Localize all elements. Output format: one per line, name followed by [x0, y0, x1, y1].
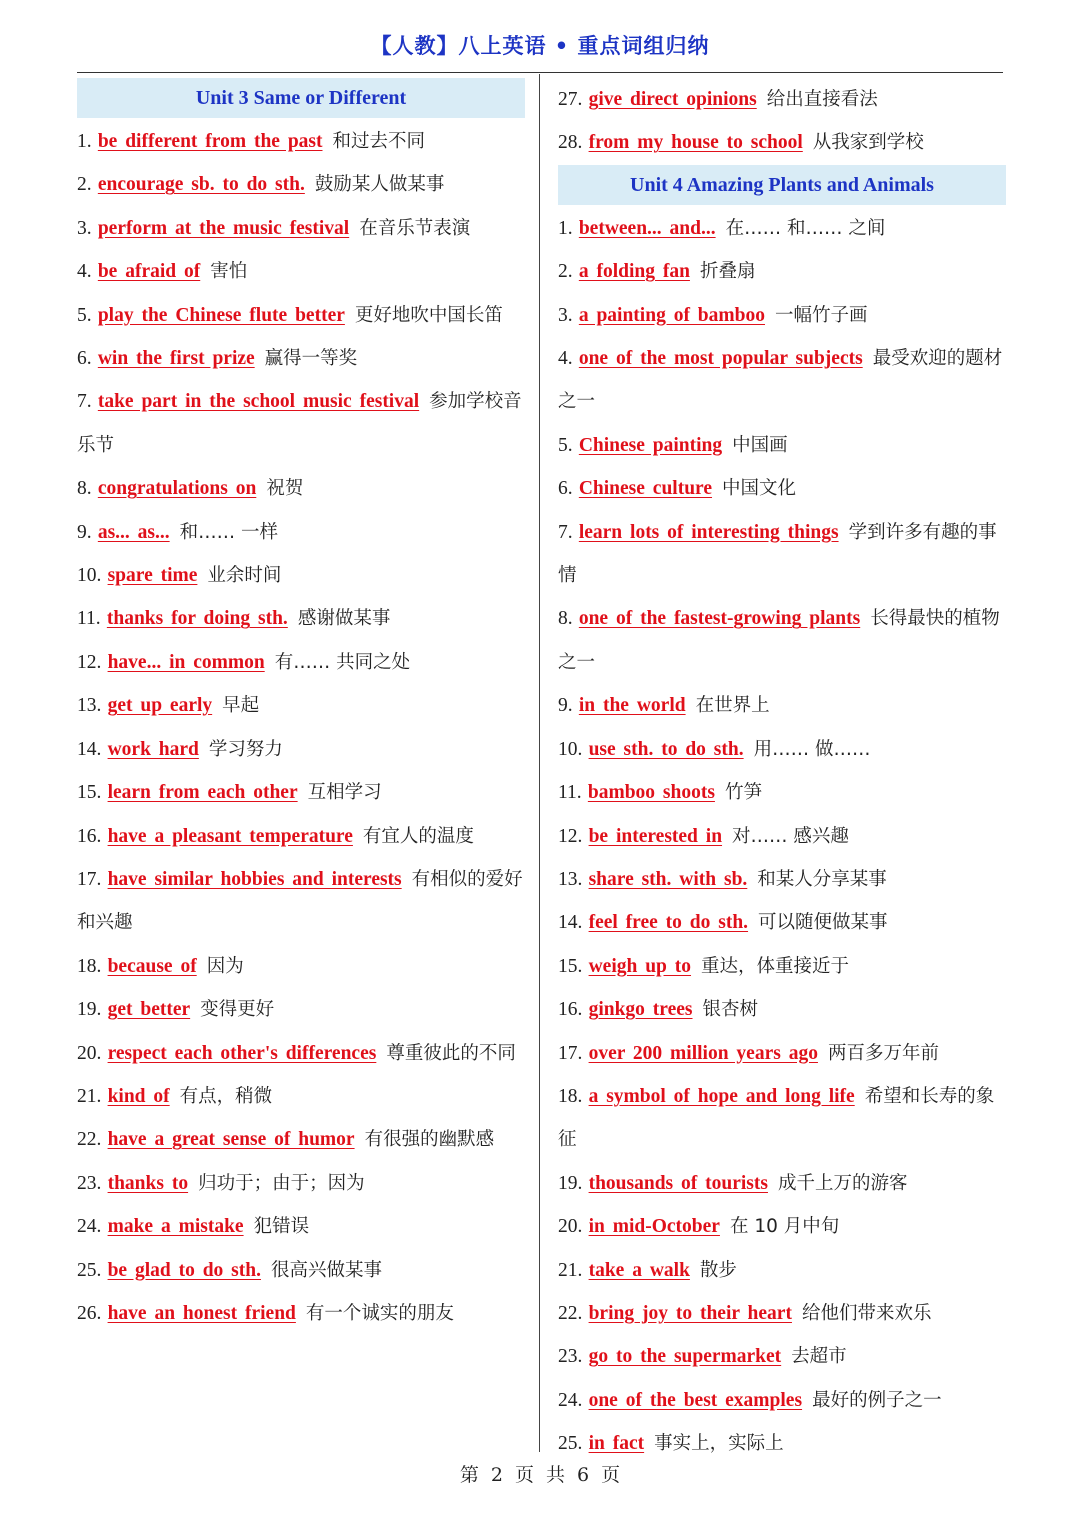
entry-number: 22.	[77, 1129, 102, 1151]
english-phrase: Chinese culture	[578, 478, 713, 500]
unit-3-phrase-list	[77, 120, 525, 1335]
english-phrase: get better	[107, 999, 191, 1021]
phrase-entry	[77, 163, 525, 206]
entry-number: 8.	[558, 608, 573, 630]
entry-number: 27.	[558, 89, 583, 110]
chinese-meaning: 两百多万年前	[827, 1042, 939, 1064]
phrase-entry	[77, 294, 525, 337]
unit-4-header: Unit 4 Amazing Plants and Animals	[558, 165, 1006, 205]
phrase-entry	[558, 1292, 1006, 1335]
phrase-entry	[77, 945, 525, 988]
phrase-entry	[558, 467, 1006, 510]
chinese-meaning: 一幅竹子画	[775, 304, 868, 326]
phrase-entry	[558, 511, 1006, 598]
phrase-entry	[558, 424, 1006, 467]
phrase-entry	[558, 1379, 1006, 1422]
english-phrase: have a pleasant temperature	[107, 825, 353, 847]
english-phrase: give direct opinions	[588, 89, 757, 110]
english-phrase: in mid-October	[588, 1216, 720, 1238]
english-phrase: congratulations on	[97, 478, 257, 500]
chinese-meaning: 重达，体重接近于	[701, 955, 850, 977]
english-phrase: in the world	[578, 695, 686, 717]
phrase-entry	[77, 380, 525, 467]
chinese-meaning: 在世界上	[695, 695, 770, 717]
phrase-entry	[558, 1032, 1006, 1075]
entry-number: 8.	[77, 478, 92, 500]
entry-number: 25.	[77, 1259, 102, 1281]
entry-number: 2.	[558, 261, 573, 283]
phrase-entry	[77, 1075, 525, 1118]
phrase-entry	[77, 728, 525, 771]
phrase-entry	[77, 988, 525, 1031]
entry-number: 2.	[77, 174, 92, 196]
chinese-meaning: 中国画	[732, 434, 788, 456]
english-phrase: work hard	[107, 738, 199, 760]
english-phrase: because of	[107, 955, 197, 977]
document-title: 【人教】八上英语 • 重点词组归纳	[370, 34, 710, 58]
entry-number: 5.	[77, 304, 92, 326]
phrase-entry	[558, 988, 1006, 1031]
english-phrase: a symbol of hope and long life	[588, 1085, 855, 1107]
entry-number: 15.	[558, 955, 583, 977]
entry-number: 23.	[77, 1172, 102, 1194]
entry-number: 4.	[77, 261, 92, 283]
phrase-entry	[558, 684, 1006, 727]
english-phrase: respect each other's differences	[107, 1042, 377, 1064]
english-phrase: go to the supermarket	[588, 1346, 782, 1368]
phrase-entry	[77, 207, 525, 250]
english-phrase: bamboo shoots	[587, 782, 715, 804]
entry-number: 26.	[77, 1302, 102, 1324]
phrase-entry	[77, 641, 525, 684]
entry-number: 1.	[77, 131, 92, 152]
chinese-meaning: 对…… 感兴趣	[732, 825, 849, 847]
phrase-entry	[558, 1335, 1006, 1378]
english-phrase: spare time	[107, 565, 198, 587]
phrase-entry	[558, 728, 1006, 771]
english-phrase: weigh up to	[588, 955, 692, 977]
right-column	[558, 78, 1006, 1466]
chinese-meaning: 变得更好	[200, 999, 275, 1021]
english-phrase: be glad to do sth.	[107, 1259, 261, 1281]
chinese-meaning: 和过去不同	[332, 131, 426, 152]
entry-number: 1.	[558, 217, 573, 239]
phrase-entry	[558, 207, 1006, 250]
english-phrase: learn lots of interesting things	[578, 521, 839, 543]
chinese-meaning: 有宜人的温度	[362, 825, 474, 847]
entry-number: 20.	[77, 1042, 102, 1064]
chinese-meaning: 祝贺	[266, 478, 304, 500]
phrase-entry	[77, 1249, 525, 1292]
phrase-entry	[77, 1032, 525, 1075]
english-phrase: encourage sb. to do sth.	[97, 174, 305, 196]
entry-number: 14.	[558, 912, 583, 934]
entry-number: 12.	[77, 651, 102, 673]
chinese-meaning: 最受欢迎的题材之一	[558, 348, 1003, 413]
phrase-entry	[77, 120, 525, 163]
phrase-entry	[558, 858, 1006, 901]
phrase-entry	[77, 597, 525, 640]
entry-number: 12.	[558, 825, 583, 847]
chinese-meaning: 很高兴做某事	[270, 1259, 382, 1281]
chinese-meaning: 参加学校音乐节	[77, 391, 522, 456]
phrase-entry	[77, 815, 525, 858]
english-phrase: from my house to school	[588, 132, 803, 154]
chinese-meaning: 赢得一等奖	[264, 348, 358, 370]
entry-number: 13.	[77, 695, 102, 717]
entry-number: 16.	[558, 999, 583, 1021]
chinese-meaning: 可以随便做某事	[758, 912, 888, 934]
english-phrase: have an honest friend	[107, 1302, 296, 1324]
english-phrase: get up early	[107, 695, 213, 717]
chinese-meaning: 业余时间	[207, 565, 282, 587]
phrase-entry	[77, 684, 525, 727]
phrase-entry	[558, 1162, 1006, 1205]
chinese-meaning: 在…… 和…… 之间	[725, 217, 886, 239]
phrase-entry	[77, 511, 525, 554]
top-divider	[77, 72, 1003, 73]
chinese-meaning: 互相学习	[307, 782, 382, 804]
english-phrase: feel free to do sth.	[588, 912, 749, 934]
chinese-meaning: 有很强的幽默感	[364, 1129, 495, 1151]
entry-number: 4.	[558, 348, 573, 370]
english-phrase: share sth. with sb.	[588, 868, 748, 890]
chinese-meaning: 竹笋	[724, 782, 762, 804]
english-phrase: a painting of bamboo	[578, 304, 765, 326]
chinese-meaning: 散步	[699, 1259, 737, 1281]
english-phrase: as... as...	[97, 521, 170, 543]
chinese-meaning: 成千上万的游客	[777, 1172, 908, 1194]
chinese-meaning: 折叠扇	[699, 261, 756, 283]
entry-number: 11.	[77, 608, 101, 630]
chinese-meaning: 事实上，实际上	[654, 1433, 784, 1455]
english-phrase: thanks to	[107, 1172, 189, 1194]
chinese-meaning: 中国文化	[722, 478, 797, 500]
phrase-entry	[558, 294, 1006, 337]
chinese-meaning: 在 10 月中旬	[729, 1216, 840, 1238]
chinese-meaning: 和某人分享某事	[757, 868, 887, 890]
chinese-meaning: 有…… 共同之处	[274, 651, 411, 673]
entry-number: 15.	[77, 782, 102, 804]
chinese-meaning: 给他们带来欢乐	[801, 1302, 932, 1324]
entry-number: 6.	[77, 348, 92, 370]
entry-number: 21.	[77, 1085, 102, 1107]
phrase-entry	[77, 1162, 525, 1205]
phrase-entry	[77, 250, 525, 293]
english-phrase: use sth. to do sth.	[588, 738, 744, 760]
entry-number: 22.	[558, 1302, 583, 1324]
chinese-meaning: 犯错误	[253, 1216, 310, 1238]
english-phrase: one of the best examples	[588, 1389, 803, 1411]
chinese-meaning: 因为	[206, 955, 244, 977]
entry-number: 17.	[77, 868, 102, 890]
phrase-entry	[77, 1205, 525, 1248]
english-phrase: perform at the music festival	[97, 217, 350, 239]
chinese-meaning: 早起	[222, 695, 260, 717]
phrase-entry	[77, 554, 525, 597]
english-phrase: thousands of tourists	[588, 1172, 768, 1194]
chinese-meaning: 希望和长寿的象征	[558, 1085, 995, 1151]
chinese-meaning: 归功于；由于；因为	[198, 1172, 365, 1194]
english-phrase: bring joy to their heart	[588, 1302, 792, 1324]
entry-number: 25.	[558, 1433, 583, 1455]
english-phrase: play the Chinese flute better	[97, 304, 345, 326]
chinese-meaning: 给出直接看法	[766, 89, 878, 110]
chinese-meaning: 有一个诚实的朋友	[305, 1302, 454, 1324]
english-phrase: be interested in	[588, 825, 723, 847]
english-phrase: kind of	[107, 1085, 170, 1107]
chinese-meaning: 从我家到学校	[812, 132, 924, 154]
phrase-entry	[77, 467, 525, 510]
unit-3-phrase-list-continued	[558, 78, 1006, 165]
entry-number: 10.	[77, 565, 102, 587]
english-phrase: learn from each other	[107, 782, 298, 804]
entry-number: 9.	[77, 521, 92, 543]
page-number: 第 2 页 共 6 页	[459, 1464, 621, 1486]
chinese-meaning: 长得最快的植物之一	[558, 608, 1000, 673]
entry-number: 17.	[558, 1042, 583, 1064]
entry-number: 5.	[558, 434, 573, 456]
english-phrase: a folding fan	[578, 261, 690, 283]
entry-number: 18.	[558, 1085, 583, 1107]
phrase-entry	[558, 250, 1006, 293]
phrase-entry	[558, 337, 1006, 424]
entry-number: 7.	[77, 391, 92, 413]
phrase-entry	[558, 1205, 1006, 1248]
english-phrase: make a mistake	[107, 1216, 244, 1238]
chinese-meaning: 用…… 做……	[753, 738, 871, 760]
chinese-meaning: 最好的例子之一	[812, 1389, 942, 1411]
phrase-entry	[77, 771, 525, 814]
entry-number: 16.	[77, 825, 102, 847]
entry-number: 3.	[558, 304, 573, 326]
chinese-meaning: 银杏树	[702, 999, 759, 1021]
chinese-meaning: 学习努力	[208, 738, 283, 760]
phrase-entry	[77, 1292, 525, 1335]
entry-number: 18.	[77, 955, 102, 977]
english-phrase: take part in the school music festival	[97, 391, 420, 413]
english-phrase: be afraid of	[97, 261, 201, 283]
phrase-entry	[558, 901, 1006, 944]
chinese-meaning: 去超市	[791, 1346, 847, 1368]
chinese-meaning: 尊重彼此的不同	[386, 1042, 516, 1064]
english-phrase: in fact	[588, 1433, 645, 1455]
phrase-entry	[77, 337, 525, 380]
chinese-meaning: 有相似的爱好和兴趣	[77, 868, 523, 934]
entry-number: 11.	[558, 782, 582, 804]
chinese-meaning: 害怕	[210, 261, 248, 283]
english-phrase: be different from the past	[97, 131, 323, 152]
chinese-meaning: 学到许多有趣的事情	[558, 521, 997, 587]
english-phrase: ginkgo trees	[588, 999, 693, 1021]
entry-number: 14.	[77, 738, 102, 760]
unit-4-phrase-list	[558, 207, 1006, 1466]
phrase-entry	[558, 597, 1006, 684]
phrase-entry	[77, 858, 525, 945]
english-phrase: have a great sense of humor	[107, 1129, 355, 1151]
entry-number: 24.	[77, 1216, 102, 1238]
chinese-meaning: 更好地吹中国长笛	[354, 304, 503, 326]
entry-number: 19.	[558, 1172, 583, 1194]
entry-number: 9.	[558, 695, 573, 717]
english-phrase: have... in common	[107, 651, 265, 673]
chinese-meaning: 和…… 一样	[179, 521, 279, 543]
phrase-entry	[558, 815, 1006, 858]
left-column	[77, 78, 525, 1335]
english-phrase: one of the most popular subjects	[578, 348, 863, 370]
english-phrase: take a walk	[588, 1259, 690, 1281]
unit-3-header: Unit 3 Same or Different	[77, 78, 525, 118]
entry-number: 21.	[558, 1259, 583, 1281]
phrase-entry	[558, 945, 1006, 988]
phrase-entry	[77, 1118, 525, 1161]
chinese-meaning: 感谢做某事	[297, 608, 391, 630]
english-phrase: win the first prize	[97, 348, 255, 370]
english-phrase: over 200 million years ago	[588, 1042, 818, 1064]
entry-number: 6.	[558, 478, 573, 500]
phrase-entry	[558, 1249, 1006, 1292]
english-phrase: between... and...	[578, 217, 716, 239]
phrase-entry	[558, 121, 1006, 164]
english-phrase: Chinese painting	[578, 434, 723, 456]
english-phrase: one of the fastest-growing plants	[578, 608, 861, 630]
entry-number: 10.	[558, 738, 583, 760]
chinese-meaning: 鼓励某人做某事	[314, 174, 445, 196]
entry-number: 24.	[558, 1389, 583, 1411]
phrase-entry	[558, 771, 1006, 814]
phrase-entry	[558, 78, 1006, 121]
entry-number: 7.	[558, 521, 573, 543]
entry-number: 13.	[558, 868, 583, 890]
english-phrase: have similar hobbies and interests	[107, 868, 402, 890]
phrase-entry	[558, 1075, 1006, 1162]
entry-number: 3.	[77, 217, 92, 239]
entry-number: 19.	[77, 999, 102, 1021]
english-phrase: thanks for doing sth.	[106, 608, 288, 630]
column-divider	[539, 74, 540, 1452]
chinese-meaning: 在音乐节表演	[359, 217, 471, 239]
entry-number: 23.	[558, 1346, 583, 1368]
chinese-meaning: 有点，稍微	[179, 1085, 273, 1107]
entry-number: 28.	[558, 132, 583, 154]
entry-number: 20.	[558, 1216, 583, 1238]
